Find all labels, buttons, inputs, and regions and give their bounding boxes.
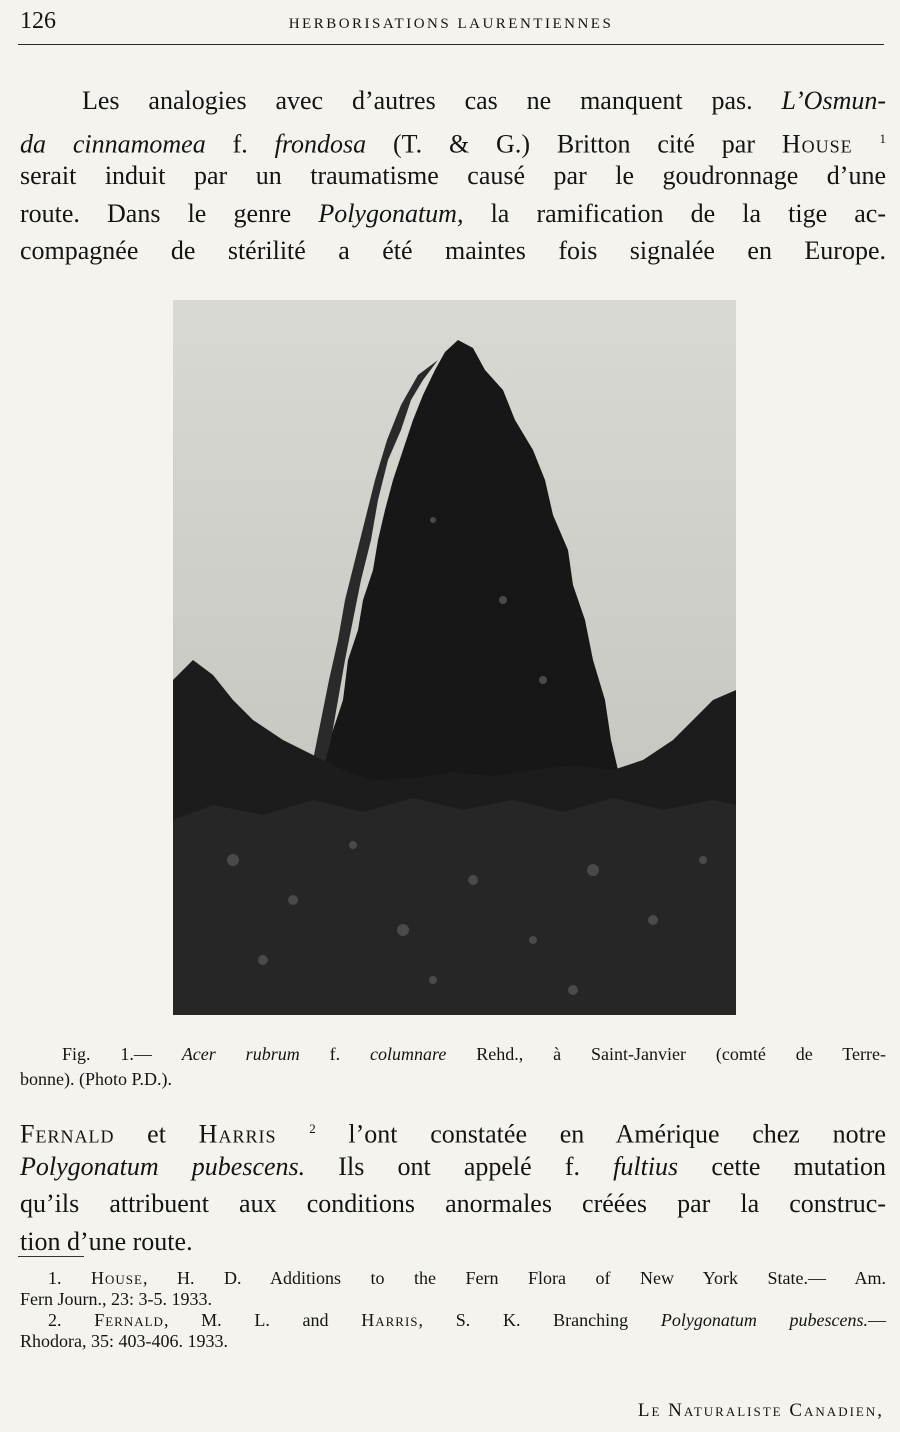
paragraph-line: route. Dans le genre Polygonatum, la ramification de la tige ac-	[20, 198, 886, 228]
caption-line: bonne). (Photo P.D.).	[20, 1069, 172, 1089]
caption-line: Fig. 1.— Acer rubrum f. columnare Rehd., à Saint-Janvier (comté de Terre-	[62, 1044, 887, 1064]
running-head	[18, 6, 884, 45]
paragraph-fernald-harris	[20, 1110, 886, 1260]
ground-vegetation	[173, 798, 736, 1015]
author-house: House	[781, 129, 853, 159]
footnote-ref-2: 2	[309, 1121, 316, 1136]
tree-photograph	[173, 300, 736, 1015]
journal-signature: Le Naturaliste Canadien,	[637, 1400, 884, 1421]
paragraph-line: Les analogies avec d’autres cas ne manquent pas. L’Osmun-	[82, 86, 886, 115]
paragraph-line: Polygonatum pubescens. Ils ont appelé f. fultius cette mutation	[20, 1151, 886, 1181]
author-harris: Harris	[198, 1119, 277, 1149]
footnote-2-cont: Rhodora, 35: 403-406. 1933.	[20, 1331, 228, 1351]
footnotes	[20, 1268, 886, 1352]
paragraph-line: da cinnamomea f. frondosa (T. & G.) Britton cité par House $^1$	[20, 129, 887, 159]
footnote-ref-1: 1	[879, 130, 887, 146]
paragraph-analogies	[20, 82, 886, 270]
footnote-1-cont: Fern Journ., 23: 3-5. 1933.	[20, 1289, 212, 1309]
paragraph-line: tion d’une route.	[20, 1226, 193, 1256]
figure-caption	[20, 1042, 886, 1092]
footnote-1: 1. House, H. D. Additions to the Fern Flora of New York State.— Am.	[48, 1268, 887, 1288]
paragraph-line: qu’ils attribuent aux conditions anormales créées par la construc-	[20, 1189, 886, 1218]
running-title: HERBORISATIONS LAURENTIENNES	[288, 16, 614, 32]
author-fernald: Fernald	[20, 1119, 115, 1149]
paragraph-line: Fernald et Harris $^2$ l’ont constatée en Amérique chez notre	[20, 1119, 886, 1149]
page-number: 126	[20, 8, 56, 34]
footnote-2: 2. Fernald, M. L. and Harris, S. K. Branching Polygonatum pubescens.—	[48, 1310, 886, 1330]
footnote-divider	[18, 1256, 84, 1257]
paragraph-line: compagnée de stérilité a été maintes fois signalée en Europe.	[20, 236, 886, 265]
paragraph-line: serait induit par un traumatisme causé par le goudronnage d’une	[20, 161, 886, 190]
tree-photo-illustration	[173, 300, 736, 1015]
